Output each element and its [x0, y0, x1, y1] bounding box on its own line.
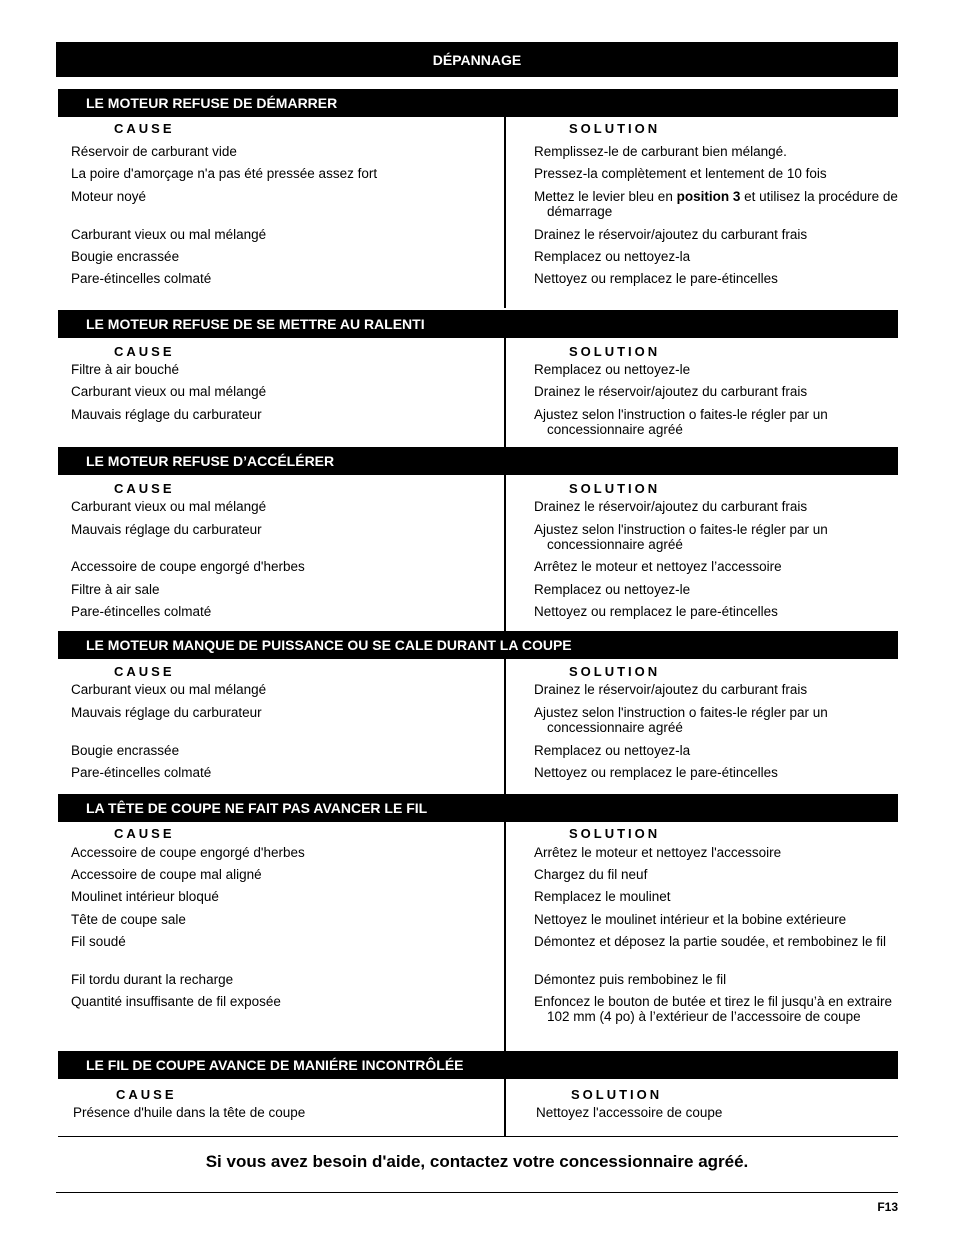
- solution-header: SOLUTION: [569, 121, 661, 136]
- solution-bold-text: position 3: [676, 189, 741, 204]
- solution-header: SOLUTION: [569, 826, 661, 841]
- cause-text: La poire d'amorçage n'a pas été pressée assez fort: [71, 166, 378, 181]
- solution-text: Nettoyez ou remplacez le pare-étincelles: [534, 765, 778, 780]
- solution-text: Démontez et déposez la partie soudée, et rembobinez le fil: [534, 934, 886, 949]
- solution-text: Arrêtez le moteur et nettoyez l'accessoire: [534, 845, 782, 860]
- solution-text: Remplissez-le de carburant bien mélangé.: [534, 144, 787, 159]
- column-divider: [504, 475, 506, 631]
- cause-text: Carburant vieux ou mal mélangé: [71, 682, 267, 697]
- cause-header: CAUSE: [114, 121, 175, 136]
- cause-text: Quantité insuffisante de fil exposée: [71, 994, 281, 1009]
- cause-text: Pare-étincelles colmaté: [71, 765, 212, 780]
- cause-text: Filtre à air sale: [71, 582, 160, 597]
- solution-header: SOLUTION: [569, 344, 661, 359]
- help-message: Si vous avez besoin d'aide, contactez votre concessionnaire agréé.: [205, 1152, 749, 1171]
- footer-rule: [56, 1192, 898, 1193]
- table-bottom-rule: [58, 1136, 898, 1137]
- cause-header: CAUSE: [114, 481, 175, 496]
- page-title: DÉPANNAGE: [56, 42, 898, 77]
- cause-text: Présence d'huile dans la tête de coupe: [73, 1105, 306, 1120]
- solution-text: Arrêtez le moteur et nettoyez l’accessoire: [534, 559, 782, 574]
- solution-text: Pressez-la complètement et lentement de 10 fois: [534, 166, 827, 181]
- solution-text: Nettoyez ou remplacez le pare-étincelles: [534, 604, 778, 619]
- cause-text: Filtre à air bouché: [71, 362, 180, 377]
- solution-text: Nettoyez ou remplacez le pare-étincelles: [534, 271, 778, 286]
- cause-header: CAUSE: [114, 826, 175, 841]
- solution-text-part: Mettez le levier bleu en: [534, 189, 677, 204]
- cause-header: CAUSE: [114, 344, 175, 359]
- solution-text: Chargez du fil neuf: [534, 867, 648, 882]
- cause-header: CAUSE: [116, 1087, 177, 1102]
- cause-text: Moteur noyé: [71, 189, 147, 204]
- solution-text: Remplacez ou nettoyez-le: [534, 582, 691, 597]
- solution-text: Drainez le réservoir/ajoutez du carburant frais: [534, 227, 808, 242]
- solution-text: Nettoyez le moulinet intérieur et la bobine extérieure: [534, 912, 847, 927]
- cause-text: Bougie encrassée: [71, 743, 180, 758]
- cause-text: Carburant vieux ou mal mélangé: [71, 499, 267, 514]
- section-heading-no-start: LE MOTEUR REFUSE DE DÉMARRER: [58, 89, 898, 117]
- solution-text: Drainez le réservoir/ajoutez du carburant frais: [534, 682, 808, 697]
- cause-text: Tête de coupe sale: [71, 912, 186, 927]
- column-divider: [504, 822, 506, 1052]
- solution-text: Drainez le réservoir/ajoutez du carburant frais: [534, 384, 808, 399]
- solution-header: SOLUTION: [569, 481, 661, 496]
- section-heading-line-uncontrolled: LE FIL DE COUPE AVANCE DE MANIÉRE INCONTRÔLÉE: [58, 1051, 898, 1079]
- cause-text: Bougie encrassée: [71, 249, 180, 264]
- cause-text: Fil soudé: [71, 934, 126, 949]
- section-heading-lacks-power: LE MOTEUR MANQUE DE PUISSANCE OU SE CALE DURANT LA COUPE: [58, 631, 898, 659]
- cause-text: Carburant vieux ou mal mélangé: [71, 384, 267, 399]
- section-heading-line-not-advance: LA TÊTE DE COUPE NE FAIT PAS AVANCER LE FIL: [58, 794, 898, 822]
- cause-text: Accessoire de coupe mal aligné: [71, 867, 262, 882]
- cause-text: Mauvais réglage du carburateur: [71, 407, 262, 422]
- solution-text: Remplacez ou nettoyez-le: [534, 362, 691, 377]
- cause-text: Moulinet intérieur bloqué: [71, 889, 219, 904]
- column-divider: [504, 338, 506, 447]
- solution-text: Enfoncez le bouton de butée et tirez le fil jusqu’à en extraire 102 mm (4 po) à l’extérieur de l’accessoire de coupe: [534, 994, 892, 1024]
- solution-text: Démontez puis rembobinez le fil: [534, 972, 727, 987]
- solution-text: Ajustez selon l'instruction o faites-le régler par un concessionnaire agréé: [534, 522, 828, 552]
- solution-text: Ajustez selon l'instruction o faites-le régler par un concessionnaire agréé: [534, 407, 828, 437]
- solution-text: Remplacez le moulinet: [534, 889, 671, 904]
- cause-text: Fil tordu durant la recharge: [71, 972, 234, 987]
- solution-text: Remplacez ou nettoyez-la: [534, 249, 691, 264]
- section-heading-no-idle: LE MOTEUR REFUSE DE SE METTRE AU RALENTI: [58, 310, 898, 338]
- cause-text: Réservoir de carburant vide: [71, 144, 237, 159]
- section-heading-no-accelerate: LE MOTEUR REFUSE D’ACCÉLÉRER: [58, 447, 898, 475]
- cause-text: Accessoire de coupe engorgé d'herbes: [71, 559, 305, 574]
- solution-header: SOLUTION: [569, 664, 661, 679]
- solution-text: Ajustez selon l'instruction o faites-le régler par un concessionnaire agréé: [534, 705, 828, 735]
- solution-text: Drainez le réservoir/ajoutez du carburant frais: [534, 499, 808, 514]
- solution-text-part: et utilisez la procédure de démarrage: [547, 189, 898, 219]
- cause-text: Carburant vieux ou mal mélangé: [71, 227, 267, 242]
- page-number: F13: [877, 1200, 898, 1214]
- column-divider: [504, 1079, 506, 1137]
- solution-text: Nettoyez l'accessoire de coupe: [536, 1105, 723, 1120]
- solution-header: SOLUTION: [571, 1087, 663, 1102]
- cause-text: Accessoire de coupe engorgé d'herbes: [71, 845, 305, 860]
- cause-text: Mauvais réglage du carburateur: [71, 705, 262, 720]
- solution-text: Remplacez ou nettoyez-la: [534, 743, 691, 758]
- cause-text: Mauvais réglage du carburateur: [71, 522, 262, 537]
- cause-text: Pare-étincelles colmaté: [71, 271, 212, 286]
- solution-text: [534, 189, 913, 219]
- column-divider: [504, 117, 506, 308]
- column-divider: [504, 659, 506, 794]
- cause-text: Pare-étincelles colmaté: [71, 604, 212, 619]
- cause-header: CAUSE: [114, 664, 175, 679]
